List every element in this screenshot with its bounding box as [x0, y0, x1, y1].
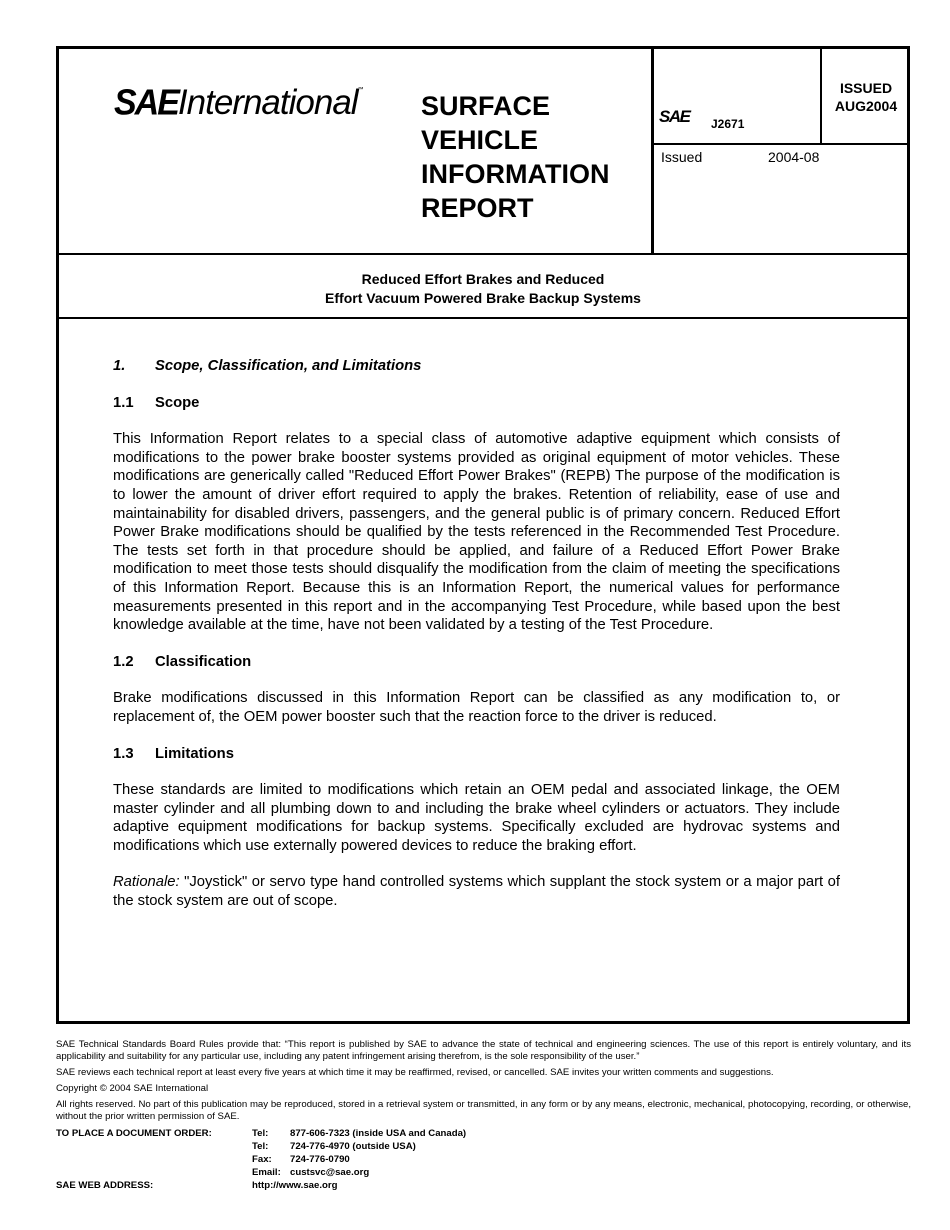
- classification-paragraph: Brake modifications discussed in this Information Report can be classified as any modification to, or replacement of, the OEM power booster such that the reaction force to the driver is reduced.: [113, 690, 840, 725]
- document-id-top: [654, 49, 910, 145]
- phone-outside-usa: Tel: 724-776-4970 (outside USA): [252, 1141, 416, 1152]
- standards-board-rules: SAE Technical Standards Board Rules provide that: “This report is published by SAE to advance the state of technical and engineering sciences. The use of this report is entirely voluntary, and its applicability and suitability for any particular use, including any patent infringement arising therefrom, is the sole responsibility of the user.”: [56, 1039, 911, 1062]
- order-label: TO PLACE A DOCUMENT ORDER:: [56, 1128, 212, 1139]
- limitations-paragraph: These standards are limited to modifications which retain an OEM pedal and associated linkage, the OEM master cylinder and all plumbing down to and including the brake wheel cylinders or actuators. They include adaptive equipment modifications for backup systems. Specifically excluded are hydrovac systems and modifications which use externally powered devices to reduce the braking effort.: [113, 782, 840, 854]
- email-address[interactable]: Email: custsvc@sae.org: [252, 1167, 370, 1178]
- sae-international-logo: SAEInternational™: [114, 83, 364, 123]
- issued-badge: ISSUED AUG2004: [820, 49, 910, 143]
- rationale-label: Rationale:: [113, 874, 180, 891]
- review-notice: SAE reviews each technical report at least every five years at which time it may be reaffirmed, revised, or cancelled. SAE invites your written comments and suggestions.: [56, 1067, 774, 1078]
- rationale-paragraph: [113, 873, 840, 910]
- scope-paragraph: This Information Report relates to a special class of automotive adaptive equipment which consists of modifications to the power brake booster systems provided as original equipment of motor vehicles. These modifications are generically called "Reduced Effort Power Brakes" (REPB) The purpose of the modification is to lower the amount of driver effort required to apply the brakes. Retention of reliability, ease of use and maintainability for disabled drivers, passengers, and the general public is of primary concern. Reduced Effort Power Brake modifications should be qualified by the tests referenced in the Recommended Test Procedure. The tests set forth in that procedure should be applied, and failure of a Reduced Effort Power Brake modification to meet those tests should disqualify the modification from the claim of meeting the specifications of this Information Report. Because this is an Information Report, the numerical values for performance measurements presented in this report and in the accompanying Test Procedure, while based upon the best knowledge available at the time, have not been validated by a testing of the Test Procedure.: [113, 431, 840, 634]
- issued-row: [661, 149, 820, 165]
- document-number: J2671: [711, 117, 745, 131]
- fax-number: Fax: 724-776-0790: [252, 1154, 350, 1165]
- footer: [56, 1039, 911, 1195]
- sae-mini-logo: SAE: [659, 107, 690, 126]
- section-1-heading: 1. Scope, Classification, and Limitations: [113, 358, 422, 374]
- document-title: Reduced Effort Brakes and Reduced Effort Vacuum Powered Brake Backup Systems: [59, 255, 907, 319]
- section-1-3-heading: 1.3 Limitations: [113, 745, 234, 762]
- phone-usa-canada: Tel: 877-606-7323 (inside USA and Canada): [252, 1128, 467, 1139]
- document-id-box: [651, 49, 910, 253]
- section-1-1-heading: 1.1 Scope: [113, 394, 200, 411]
- issued-date: 2004-08: [768, 149, 820, 165]
- web-label: SAE WEB ADDRESS:: [56, 1180, 154, 1191]
- section-1-2-heading: 1.2 Classification: [113, 653, 252, 670]
- copyright-notice: Copyright © 2004 SAE International: [56, 1083, 209, 1094]
- document-frame: [56, 46, 910, 1024]
- document-body: [113, 357, 840, 929]
- issued-label: Issued: [661, 149, 703, 165]
- header-row: [59, 49, 907, 255]
- web-address-link[interactable]: http://www.sae.org: [252, 1180, 338, 1191]
- order-contacts: [56, 1127, 911, 1195]
- rights-notice: All rights reserved. No part of this publication may be reproduced, stored in a retrieval system or transmitted, in any form or by any means, electronic, mechanical, photocopying, recording, or otherwise, without the prior written permission of SAE.: [56, 1099, 911, 1122]
- rationale-text: "Joystick" or servo type hand controlled systems which supplant the stock system or a major part of the stock system are out of scope.: [113, 874, 840, 910]
- report-type-heading: SURFACE VEHICLE INFORMATION REPORT: [421, 91, 610, 223]
